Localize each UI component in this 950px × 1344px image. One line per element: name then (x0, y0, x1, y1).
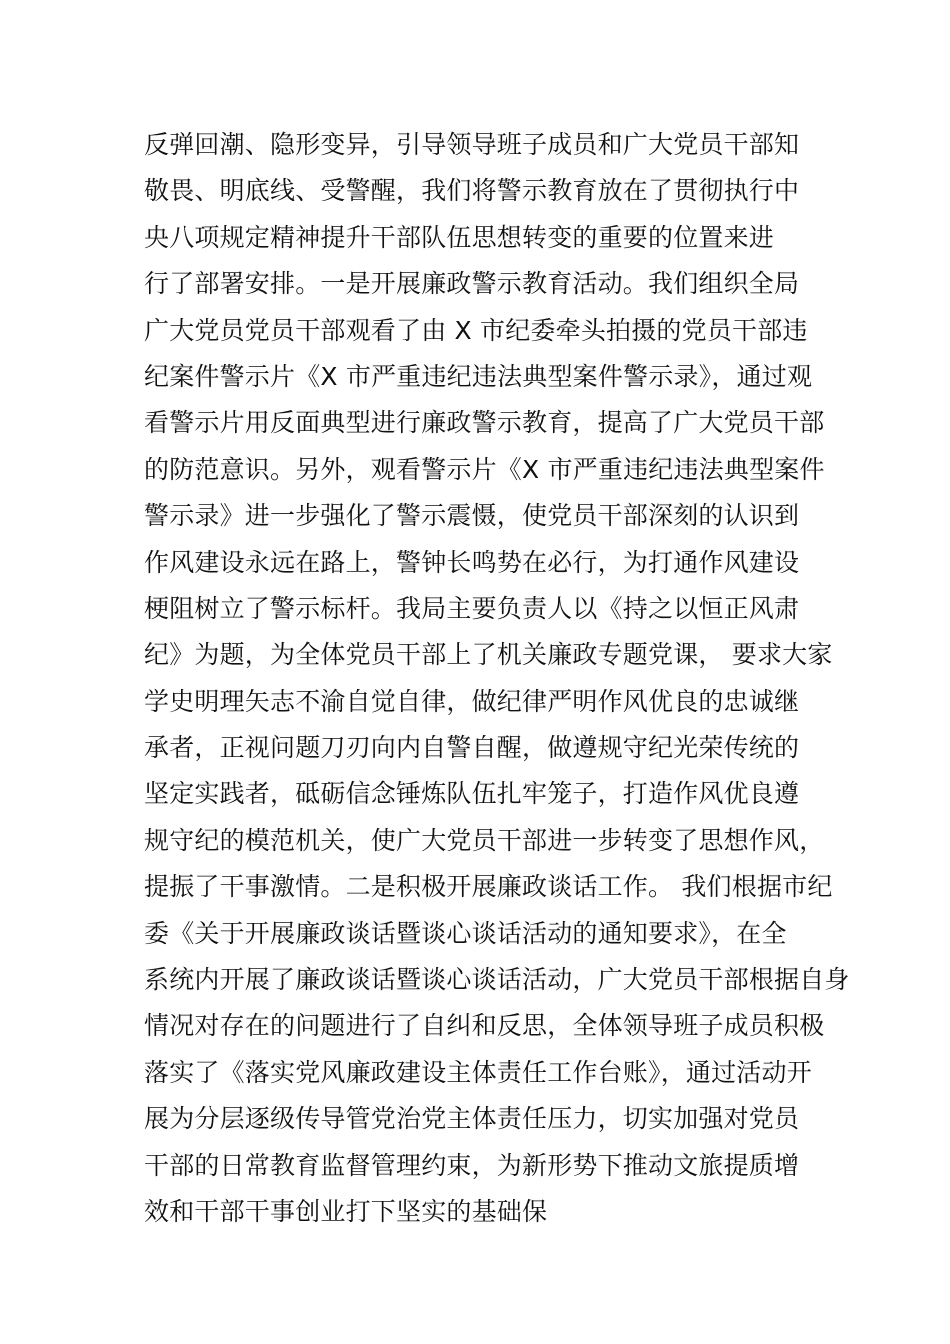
text-line: 警示录》进一步强化了警示震慑，使党员干部深刻的认识到 (144, 501, 800, 531)
text-line: 效和干部干事创业打下坚实的基础保 (144, 1196, 548, 1226)
text-line: 系统内开展了廉政谈话暨谈心谈话活动，广大党员干部根据自身 (144, 965, 850, 995)
text-line: 委《关于开展廉政谈话暨谈心谈话活动的通知要求》，在全 (144, 918, 787, 948)
text-line: 展为分层逐级传导管党治党主体责任压力，切实加强对党员 (144, 1104, 800, 1134)
text-line: 规守纪的模范机关，使广大党员干部进一步转变了思想作风， (144, 825, 825, 855)
text-line: 敬畏、明底线、受警醒，我们将警示教育放在了贯彻执行中 (144, 176, 800, 206)
text-line: 提振了干事激情。二是积极开展廉政谈话工作。 我们根据市纪 (144, 872, 833, 902)
text-line: 央八项规定精神提升干部队伍思想转变的重要的位置来进 (144, 222, 775, 252)
text-line: 反弹回潮、隐形变异，引导领导班子成员和广大党员干部知 (144, 130, 800, 159)
text-line: 作风建设永远在路上，警钟长鸣势在必行，为打通作风建设 (144, 547, 800, 577)
text-line: 落实了《落实党风廉政建设主体责任工作台账》，通过活动开 (144, 1057, 812, 1087)
text-line: 梗阻树立了警示标杆。我局主要负责人以《持之以恒正风肃 (144, 593, 800, 623)
text-line: 坚定实践者，砥砺信念锤炼队伍扎牢笼子，打造作风优良遵 (144, 779, 800, 809)
text-line: 纪案件警示片《X 市严重违纪违法典型案件警示录》，通过观 (144, 361, 813, 391)
text-line: 纪》为题，为全体党员干部上了机关廉政专题党课， 要求大家 (144, 640, 833, 670)
text-line: 干部的日常教育监督管理约束，为新形势下推动文旅提质增 (144, 1150, 800, 1180)
text-line: 看警示片用反面典型进行廉政警示教育，提高了广大党员干部 (144, 408, 825, 438)
text-line: 学史明理矢志不渝自觉自律，做纪律严明作风优良的忠诚继 (144, 686, 800, 716)
text-line: 的防范意识。另外，观看警示片《X 市严重违纪违法典型案件 (144, 454, 825, 484)
text-line: 情况对存在的问题进行了自纠和反思，全体领导班子成员积极 (144, 1011, 825, 1041)
text-line: 广大党员党员干部观看了由 X 市纪委牵头拍摄的党员干部违 (144, 315, 808, 345)
text-line: 承者，正视问题刀刃向内自警自醒，做遵规守纪光荣传统的 (144, 733, 800, 763)
body-paragraph (144, 122, 850, 1235)
text-line: 行了部署安排。一是开展廉政警示教育活动。我们组织全局 (144, 269, 800, 299)
